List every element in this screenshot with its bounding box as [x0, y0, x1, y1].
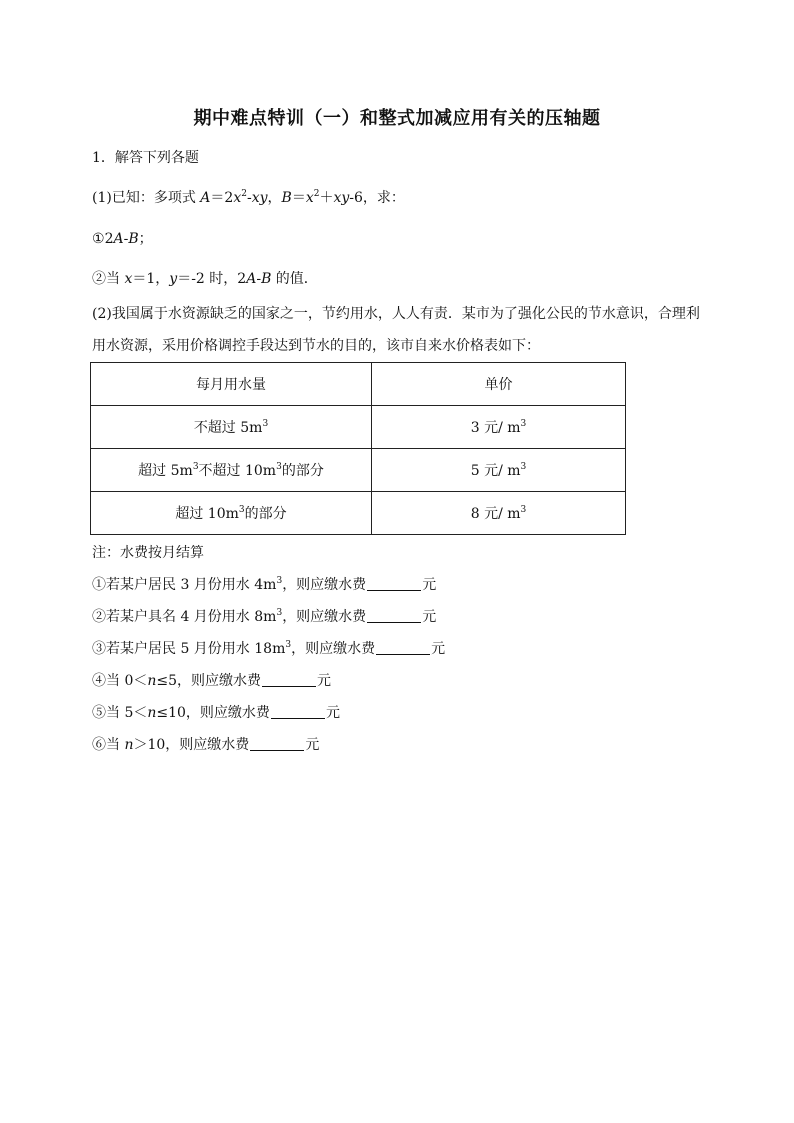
usage-text-2: 不超过 10m	[198, 463, 277, 479]
var-B: B	[128, 231, 139, 247]
item-exp: 3	[276, 576, 283, 586]
answer-blank[interactable]	[367, 576, 421, 591]
item-3	[92, 638, 445, 658]
page-title: 期中难点特训（一）和整式加减应用有关的压轴题	[193, 108, 601, 129]
item-text: ②若某户具名 4 月份用水 8m	[92, 609, 277, 625]
cond-text-2: ＞10，则应缴水费	[133, 737, 250, 753]
usage-cell	[91, 406, 372, 449]
header-price: 单价	[372, 363, 626, 406]
var-x2: x	[305, 190, 314, 206]
usage-text: 超过 5m	[138, 463, 193, 479]
item-exp: 3	[285, 640, 292, 650]
cond-text-2: ≤5，则应缴水费	[156, 673, 262, 689]
minus: -	[256, 271, 262, 287]
usage-cell	[91, 449, 372, 492]
cond-text-2: ≤10，则应缴水费	[156, 705, 270, 721]
var-A: A	[113, 231, 124, 247]
unit-yuan: 元	[325, 705, 340, 721]
unit-yuan: 元	[422, 577, 437, 593]
var-n: n	[147, 673, 157, 689]
item-text-2: ，则应缴水费	[282, 609, 367, 625]
usage-exp: 3	[238, 505, 245, 515]
var-xy: xy	[251, 190, 268, 206]
price-exp: 3	[520, 419, 527, 429]
part1-statement	[92, 187, 405, 207]
price-text: 5 元/ m	[470, 463, 521, 479]
var-y: y	[169, 271, 178, 287]
item-6	[92, 734, 319, 754]
item-4	[92, 670, 331, 690]
sub-question-1	[92, 228, 153, 248]
var-A: A	[200, 190, 211, 206]
cond-text: ⑥当	[92, 737, 125, 753]
answer-blank[interactable]	[262, 672, 316, 687]
usage-text: 超过 10m	[175, 506, 239, 522]
var-xy2: xy	[333, 190, 350, 206]
price-text: 3 元/ m	[470, 420, 521, 436]
usage-text-3: 的部分	[281, 463, 324, 479]
usage-text: 不超过 5m	[193, 420, 263, 436]
sub2-eq2: ＝-2 时，2	[177, 271, 247, 287]
var-B: B	[281, 190, 292, 206]
price-text: 8 元/ m	[470, 506, 521, 522]
part1-pre: (1)已知：多项式	[92, 190, 201, 206]
sub2-eq1: ＝1，	[132, 271, 170, 287]
var-A: A	[246, 271, 257, 287]
exp-2b: 2	[313, 189, 320, 199]
usage-exp-2: 3	[276, 462, 282, 472]
question-heading: 1．解答下列各题	[92, 150, 199, 166]
var-x: x	[233, 190, 242, 206]
table-row	[91, 406, 626, 449]
part1-sep: ，	[267, 190, 282, 206]
part1-eq1: ＝2	[210, 190, 234, 206]
price-cell	[372, 449, 626, 492]
item-text: ①若某户居民 3 月份用水 4m	[92, 577, 277, 593]
note: 注：水费按月结算	[92, 545, 204, 561]
answer-blank[interactable]	[367, 608, 421, 623]
var-n: n	[147, 705, 157, 721]
table-row	[91, 449, 626, 492]
price-cell	[372, 406, 626, 449]
usage-exp: 3	[262, 419, 269, 429]
unit-yuan: 元	[305, 737, 320, 753]
price-cell	[372, 492, 626, 535]
item-text-2: ，则应缴水费	[291, 641, 376, 657]
end-mark: ；	[138, 231, 153, 247]
unit-yuan: 元	[317, 673, 332, 689]
sub-question-2	[92, 268, 318, 288]
coef: 2	[104, 231, 114, 247]
sub2-end: 的值．	[271, 271, 318, 287]
circle-num-1: ①	[92, 231, 105, 247]
minus: -	[123, 231, 129, 247]
exp-2: 2	[241, 189, 247, 199]
usage-exp: 3	[192, 462, 199, 472]
price-exp: 3	[520, 462, 527, 472]
usage-text-2: 的部分	[244, 506, 287, 522]
answer-blank[interactable]	[376, 640, 430, 655]
part1-tail: -6，求：	[349, 190, 405, 206]
table-row	[91, 492, 626, 535]
item-text: ③若某户居民 5 月份用水 18m	[92, 641, 286, 657]
item-exp: 3	[276, 608, 283, 618]
price-table	[90, 362, 626, 535]
part2-statement: (2)我国属于水资源缺乏的国家之一，节约用水，人人有责．某市为了强化公民的节水意识，合理利用水资源，采用价格调控手段达到节水的目的，该市自来水价格表如下：	[92, 306, 700, 354]
part1-dash: -	[246, 190, 252, 206]
unit-yuan: 元	[422, 609, 437, 625]
var-n: n	[124, 737, 134, 753]
var-x: x	[124, 271, 133, 287]
unit-yuan: 元	[431, 641, 446, 657]
item-5	[92, 702, 340, 722]
answer-blank[interactable]	[250, 736, 304, 751]
price-exp: 3	[520, 505, 527, 515]
sub2-pre: ②当	[92, 271, 125, 287]
cond-text: ⑤当 5＜	[92, 705, 148, 721]
part1-plus: ＋	[319, 190, 334, 206]
cond-text: ④当 0＜	[92, 673, 148, 689]
item-2	[92, 606, 436, 626]
part1-eq2: ＝	[291, 190, 306, 206]
answer-blank[interactable]	[271, 704, 325, 719]
item-1	[92, 574, 436, 594]
var-B: B	[261, 271, 272, 287]
header-usage: 每月用水量	[91, 363, 372, 406]
table-header-row	[91, 363, 626, 406]
usage-cell	[91, 492, 372, 535]
item-text-2: ，则应缴水费	[282, 577, 367, 593]
